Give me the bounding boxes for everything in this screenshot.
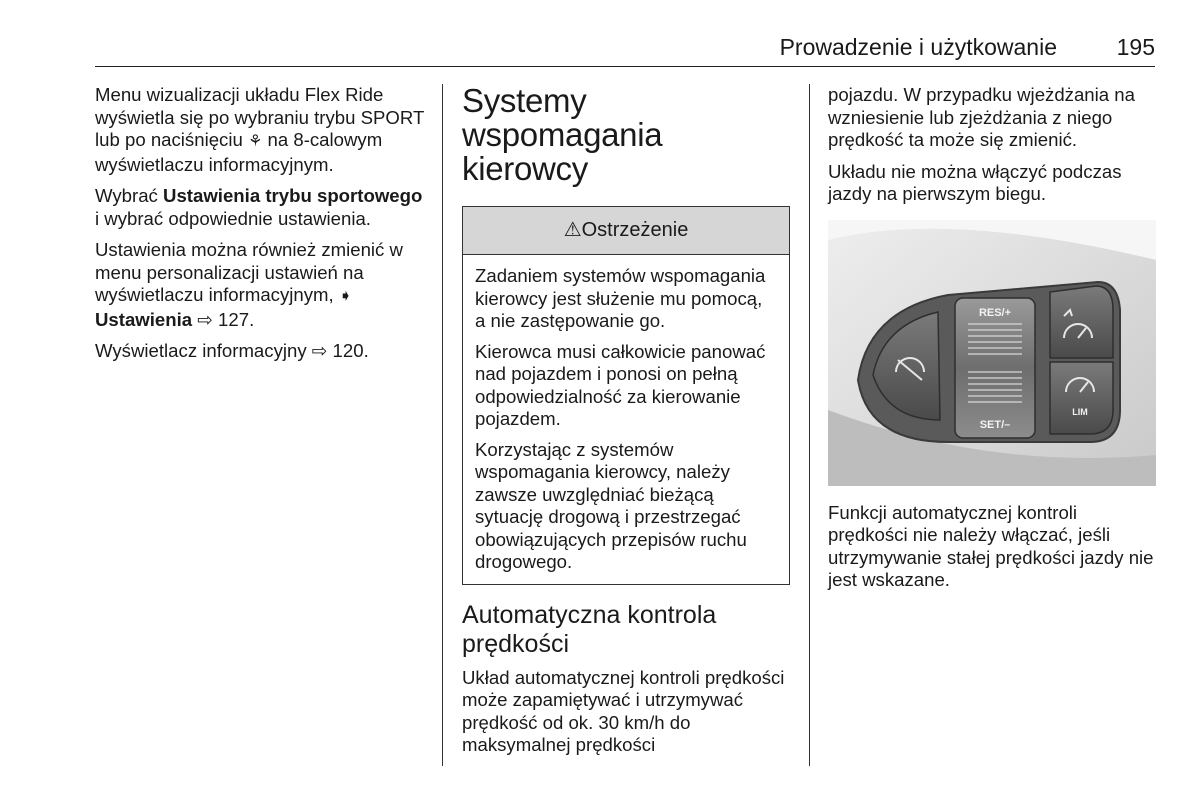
warning-title: Ostrzeżenie [581, 219, 689, 241]
lim-label: LIM [1072, 406, 1088, 417]
warning-paragraph: Korzystając z systemów wspomagania kierowcy, należy zawsze uwzględniać bieżącą sytuację drogową i przestrzegać obowiązujących przepisów ruchu drogowego. [475, 438, 747, 572]
steering-wheel-controls-figure [828, 220, 1156, 486]
column-middle [462, 84, 790, 766]
paragraph-cruise-intro: Układ automatycznej kontroli prędkości może zapamiętywać i utrzymywać prędkość od ok. 30 km/h do maksymalnej prędkości [462, 666, 785, 755]
warning-icon: ⚠ [563, 219, 582, 241]
paragraph-info-display: Wyświetlacz informacyjny ⇨ 120. [95, 340, 369, 361]
page-header [95, 30, 1155, 67]
warning-paragraph: Kierowca musi całkowicie panować nad pojazdem i ponosi on pełną odpowiedzialność za kierowanie pojazdem. [475, 340, 766, 429]
header-title: Prowadzenie i użytkowanie [779, 34, 1057, 60]
cruise-control-button[interactable] [1050, 286, 1113, 358]
paragraph-first-gear: Układu nie można włączyć podczas jazdy na pierwszym biegu. [828, 160, 1122, 204]
subsection-title: Automatyczna kontrola prędkości [462, 600, 717, 658]
column-divider [809, 84, 810, 766]
column-divider [442, 84, 443, 766]
warning-box [462, 206, 790, 585]
column-right [828, 84, 1158, 601]
res-set-rocker-switch[interactable] [955, 298, 1035, 438]
page-number: 195 [1116, 34, 1155, 60]
paragraph-flex-ride: Menu wizualizacji układu Flex Ride wyświetla się po wybraniu trybu SPORT lub po naciśnięciu ⚘ na 8-calowym wyświetlaczu informacyjnym. [95, 84, 424, 175]
ride-mode-icon: ⚘ [248, 133, 263, 150]
paragraph-personalization: Ustawienia można również zmienić w menu personalizacji ustawień na wyświetlaczu informacyjnym, ➧ Ustawienia ⇨ 127. [95, 239, 403, 330]
warning-body [463, 255, 789, 584]
warning-header [463, 207, 789, 255]
paragraph-sport-settings: Wybrać Ustawienia trybu sportowego i wybrać odpowiednie ustawienia. [95, 185, 423, 229]
speed-limiter-button[interactable] [1050, 362, 1113, 434]
section-title: Systemy wspomagania kierowcy [462, 82, 663, 187]
paragraph-speed-change: pojazdu. W przypadku wjeżdżania na wzniesienie lub zjeżdżania z niego prędkość ta może się zmienić. [828, 84, 1135, 150]
warning-paragraph: Zadaniem systemów wspomagania kierowcy jest służenie mu pomocą, a nie zastępowanie go. [475, 265, 766, 331]
settings-arrow-icon: ➧ [338, 288, 353, 305]
set-label: SET/– [979, 418, 1011, 431]
menu-item-settings: Ustawienia [95, 308, 193, 330]
column-left [95, 84, 430, 372]
res-label: RES/+ [978, 306, 1012, 319]
menu-item-sport-settings: Ustawienia trybu sportowego [163, 185, 423, 206]
page-reference: ⇨ 127. [192, 308, 255, 330]
paragraph-cruise-warning: Funkcji automatycznej kontroli prędkości nie należy włączać, jeśli utrzymywanie stałej prędkości jazdy nie jest wskazane. [828, 501, 1154, 590]
